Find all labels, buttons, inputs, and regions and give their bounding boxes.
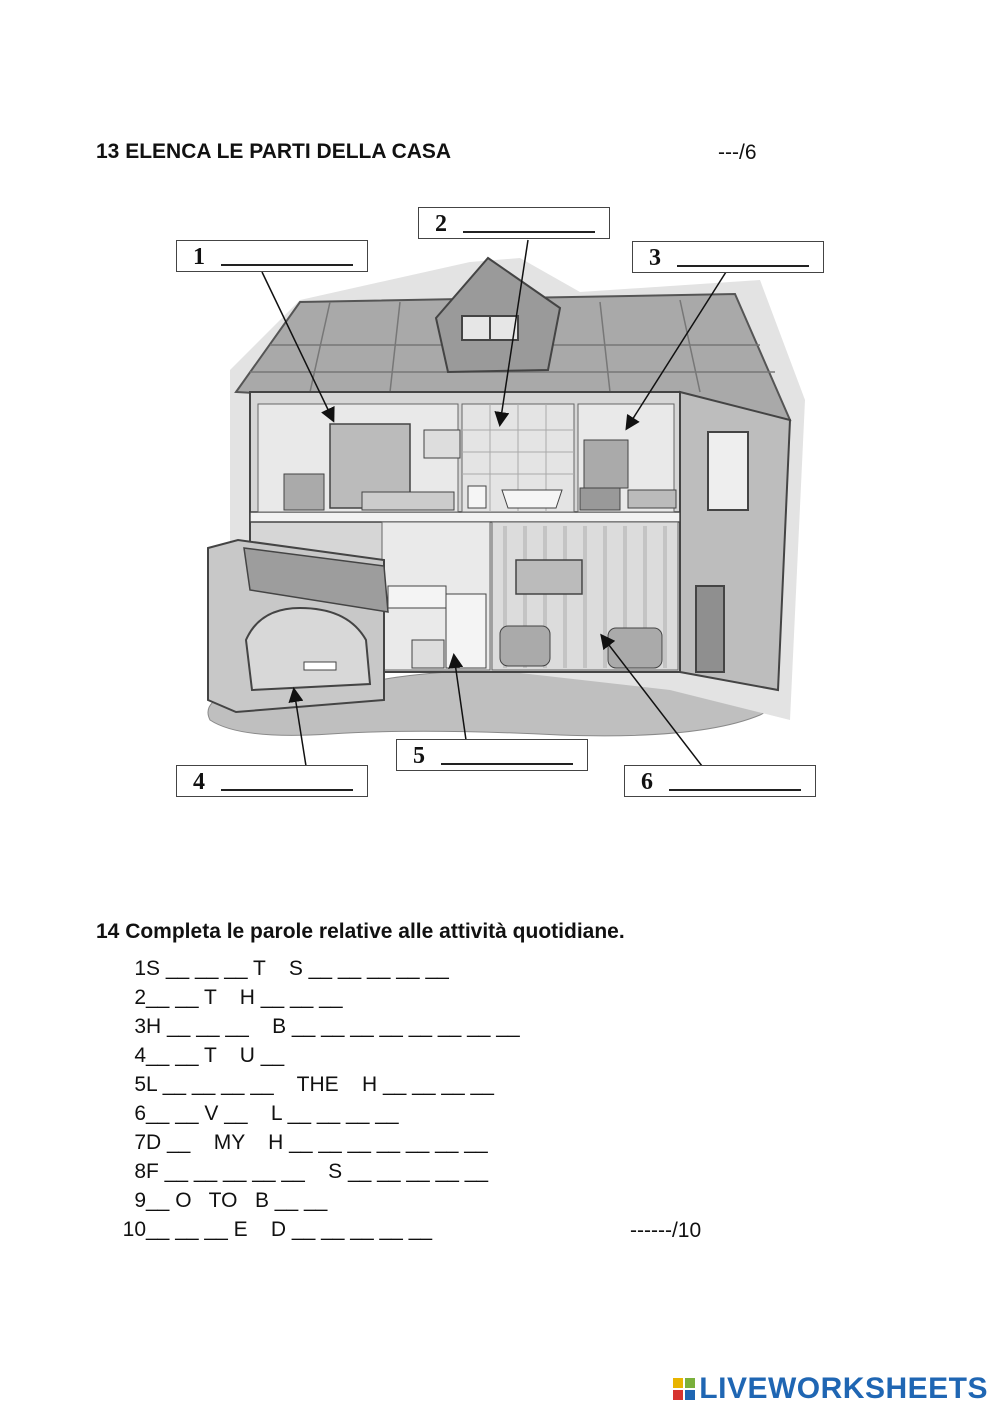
- item-text: F __ __ __ __ __ S __ __ __ __ __: [146, 1160, 489, 1183]
- side-window: [708, 432, 748, 510]
- exercise-13-score: ---/6: [718, 141, 757, 164]
- label-number: 3: [649, 245, 661, 271]
- word-item-2[interactable]: [118, 986, 343, 1010]
- word-item-1[interactable]: [118, 957, 449, 981]
- house-label-6: [624, 765, 816, 797]
- answer-blank[interactable]: [677, 247, 809, 267]
- word-item-7[interactable]: [118, 1131, 488, 1155]
- item-number: 8: [134, 1160, 146, 1183]
- exercise-14-score: ------/10: [630, 1219, 702, 1242]
- item-number: 7: [134, 1131, 146, 1154]
- kitchen-cabinets: [388, 586, 446, 608]
- house-label-1: [176, 240, 368, 272]
- item-number: 9: [134, 1189, 146, 1212]
- house-label-3: [632, 241, 824, 273]
- label-number: 4: [193, 769, 205, 795]
- answer-blank[interactable]: [463, 213, 595, 233]
- item-text: __ __ V __ L __ __ __ __: [146, 1102, 399, 1125]
- answer-blank[interactable]: [221, 246, 353, 266]
- logo-square-1: [673, 1378, 683, 1388]
- label-number: 5: [413, 743, 425, 769]
- item-text: D __ MY H __ __ __ __ __ __ __: [146, 1131, 488, 1154]
- logo-square-4: [685, 1390, 695, 1400]
- answer-blank[interactable]: [441, 745, 573, 765]
- logo-square-2: [685, 1378, 695, 1388]
- bookshelf: [584, 440, 628, 488]
- item-number: 3: [134, 1015, 146, 1038]
- word-item-4[interactable]: [118, 1044, 284, 1068]
- toilet: [468, 486, 486, 508]
- word-item-10[interactable]: [118, 1218, 432, 1242]
- item-number: 10: [122, 1218, 146, 1241]
- armchair-left: [500, 626, 550, 666]
- bedroom-picture: [424, 430, 460, 458]
- oven: [412, 640, 444, 668]
- logo-text: LIVEWORKSHEETS: [699, 1372, 988, 1405]
- item-number: 4: [134, 1044, 146, 1067]
- item-number: 1: [134, 957, 146, 980]
- item-text: H __ __ __ B __ __ __ __ __ __ __ __: [146, 1015, 520, 1038]
- armchair-right: [608, 628, 662, 668]
- item-number: 2: [134, 986, 146, 1009]
- label-number: 6: [641, 769, 653, 795]
- word-item-6[interactable]: [118, 1102, 399, 1126]
- liveworksheets-logo-icon: [673, 1378, 695, 1400]
- label-number: 2: [435, 211, 447, 237]
- item-text: __ O TO B __ __: [146, 1189, 328, 1212]
- item-text: __ __ __ E D __ __ __ __ __: [146, 1218, 433, 1241]
- item-number: 6: [134, 1102, 146, 1125]
- label-number: 1: [193, 244, 205, 270]
- cabinet: [580, 488, 620, 510]
- liveworksheets-logo[interactable]: [673, 1372, 988, 1406]
- word-item-5[interactable]: [118, 1073, 494, 1097]
- house-label-2: [418, 207, 610, 239]
- bed: [362, 492, 454, 510]
- word-item-8[interactable]: [118, 1160, 488, 1184]
- fridge: [446, 594, 486, 668]
- exercise-13-heading: 13 ELENCA LE PARTI DELLA CASA: [96, 140, 452, 163]
- item-text: L __ __ __ __ THE H __ __ __ __: [146, 1073, 494, 1096]
- exercise-14-heading: 14 Completa le parole relative alle attività quotidiane.: [96, 920, 625, 943]
- car-license-plate: [304, 662, 336, 670]
- word-item-3[interactable]: [118, 1015, 520, 1039]
- item-number: 5: [134, 1073, 146, 1096]
- bathtub: [502, 490, 562, 508]
- item-text: S __ __ __ T S __ __ __ __ __: [146, 957, 449, 980]
- dresser: [284, 474, 324, 510]
- answer-blank[interactable]: [669, 771, 801, 791]
- word-item-9[interactable]: [118, 1189, 327, 1213]
- living-room-painting: [516, 560, 582, 594]
- item-text: __ __ T U __: [146, 1044, 285, 1067]
- floor-divider: [250, 512, 680, 522]
- logo-square-3: [673, 1390, 683, 1400]
- house-label-5: [396, 739, 588, 771]
- item-text: __ __ T H __ __ __: [146, 986, 343, 1009]
- answer-blank[interactable]: [221, 771, 353, 791]
- side-door: [696, 586, 724, 672]
- house-label-4: [176, 765, 368, 797]
- desk: [628, 490, 676, 508]
